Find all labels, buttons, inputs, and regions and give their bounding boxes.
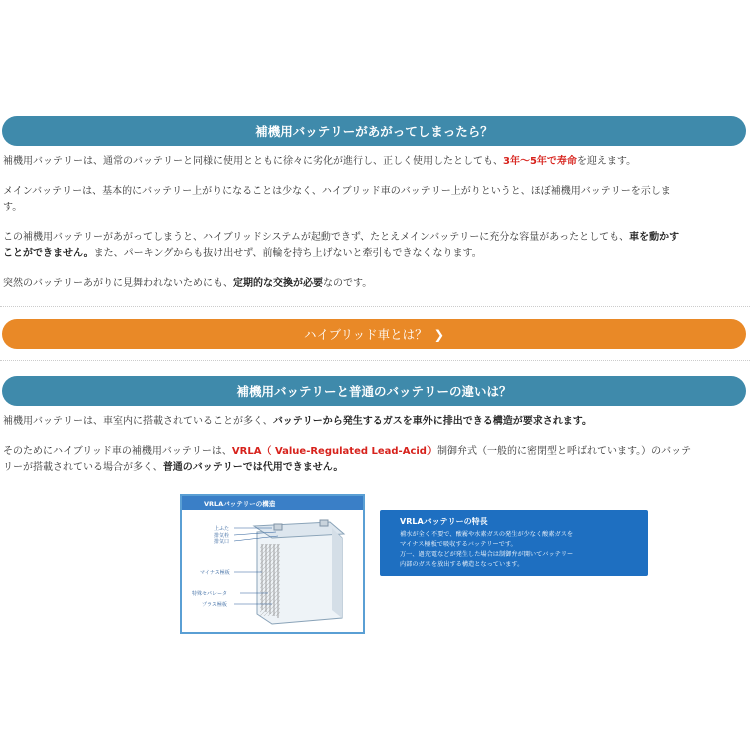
text: 補機用バッテリーは、通常のバッテリーと同様に使用とともに徐々に劣化が進行し、正しく使用したとしても、 <box>3 156 503 167</box>
text: リーが搭載されている場合が多く、 <box>3 462 163 473</box>
section-heading-text: 補機用バッテリーと普通のバッテリーの違いは？ <box>236 384 512 399</box>
text: メインバッテリーは、基本的にバッテリー上がりになることは少なく、ハイブリッド車のバッテリー上がりというと、ほぼ補機用バッテリーを示しま <box>3 186 671 197</box>
divider <box>0 306 750 307</box>
paragraph-system-start <box>3 230 743 262</box>
text: 制御弁式（一般的に密閉型と呼ばれています。）のバッテ <box>436 446 692 457</box>
diagram-title: VRLAバッテリーの構造 <box>182 496 363 510</box>
paragraph-replacement <box>3 276 743 292</box>
features-line: 補水が全く不要で、酸霧や水素ガスの発生が少なく酸素ガスを <box>400 531 574 538</box>
features-line: 万一、過充電などが発生した場合は制御弁が開いてバッテリー <box>400 551 574 558</box>
bold-text: 普通のバッテリーでは代用できません。 <box>162 462 344 473</box>
bold-text: ことができません。 <box>3 248 94 259</box>
text: 突然のバッテリーあがりに見舞われないためにも、 <box>3 278 233 289</box>
emphasis-text: 3年～5年で寿命 <box>503 156 577 167</box>
paragraph-main-battery <box>3 184 743 216</box>
bold-text: 定期的な交換が必要 <box>233 278 323 289</box>
paragraph-gas-exhaust <box>3 414 743 430</box>
bold-text: バッテリーから発生するガスを車外に排出できる構造が要求されます。 <box>272 416 593 427</box>
hybrid-car-link-button[interactable] <box>2 319 746 349</box>
paragraph-lifespan <box>3 154 743 170</box>
section-heading-battery-difference <box>2 376 746 406</box>
diagram-label-top-lid: 上ふた <box>214 526 230 532</box>
diagram-label-positive-plate: プラス極板 <box>202 602 227 608</box>
text: この補機用バッテリーがあがってしまうと、ハイブリッドシステムが起動できず、たとえメインバッテリーに充分な容量があったとしても、 <box>3 232 630 243</box>
hybrid-car-link-label: ハイブリッド車とは？ <box>303 327 428 342</box>
text: を迎えます。 <box>576 156 637 167</box>
diagram-label-negative-plate: マイナス極板 <box>200 570 230 576</box>
paragraph-vrla <box>3 444 743 476</box>
chevron-right-icon: ❯ <box>433 326 445 342</box>
features-line: マイナス極板で吸収するバッテリーです。 <box>400 541 517 548</box>
diagram-label-separator: 特殊セパレータ <box>192 591 228 597</box>
section-heading-text: 補機用バッテリーがあがってしまったら？ <box>255 124 493 139</box>
section-heading-battery-dead <box>2 116 746 146</box>
bold-text: 車を動かす <box>629 232 680 243</box>
text: す。 <box>3 202 23 213</box>
text: また、パーキングからも抜け出せず、前輪を持ち上げないと牽引もできなくなります。 <box>93 248 482 259</box>
divider <box>0 360 750 361</box>
emphasis-text: VRLA（ Value-Regulated Lead-Acid） <box>231 446 437 457</box>
text: そのためにハイブリッド車の補機用バッテリーは、 <box>3 446 232 457</box>
vrla-features-box <box>380 510 648 576</box>
features-title: VRLAバッテリーの特長 <box>400 517 488 526</box>
vrla-structure-diagram <box>180 494 365 634</box>
text: なのです。 <box>323 278 373 289</box>
features-line: 内部のガスを放出する構造となっています。 <box>400 561 524 568</box>
diagram-label-vent-hole: 排気口 <box>214 539 230 545</box>
text: 補機用バッテリーは、車室内に搭載されていることが多く、 <box>3 416 273 427</box>
diagram-label-vent-plug: 排気栓 <box>214 533 230 539</box>
